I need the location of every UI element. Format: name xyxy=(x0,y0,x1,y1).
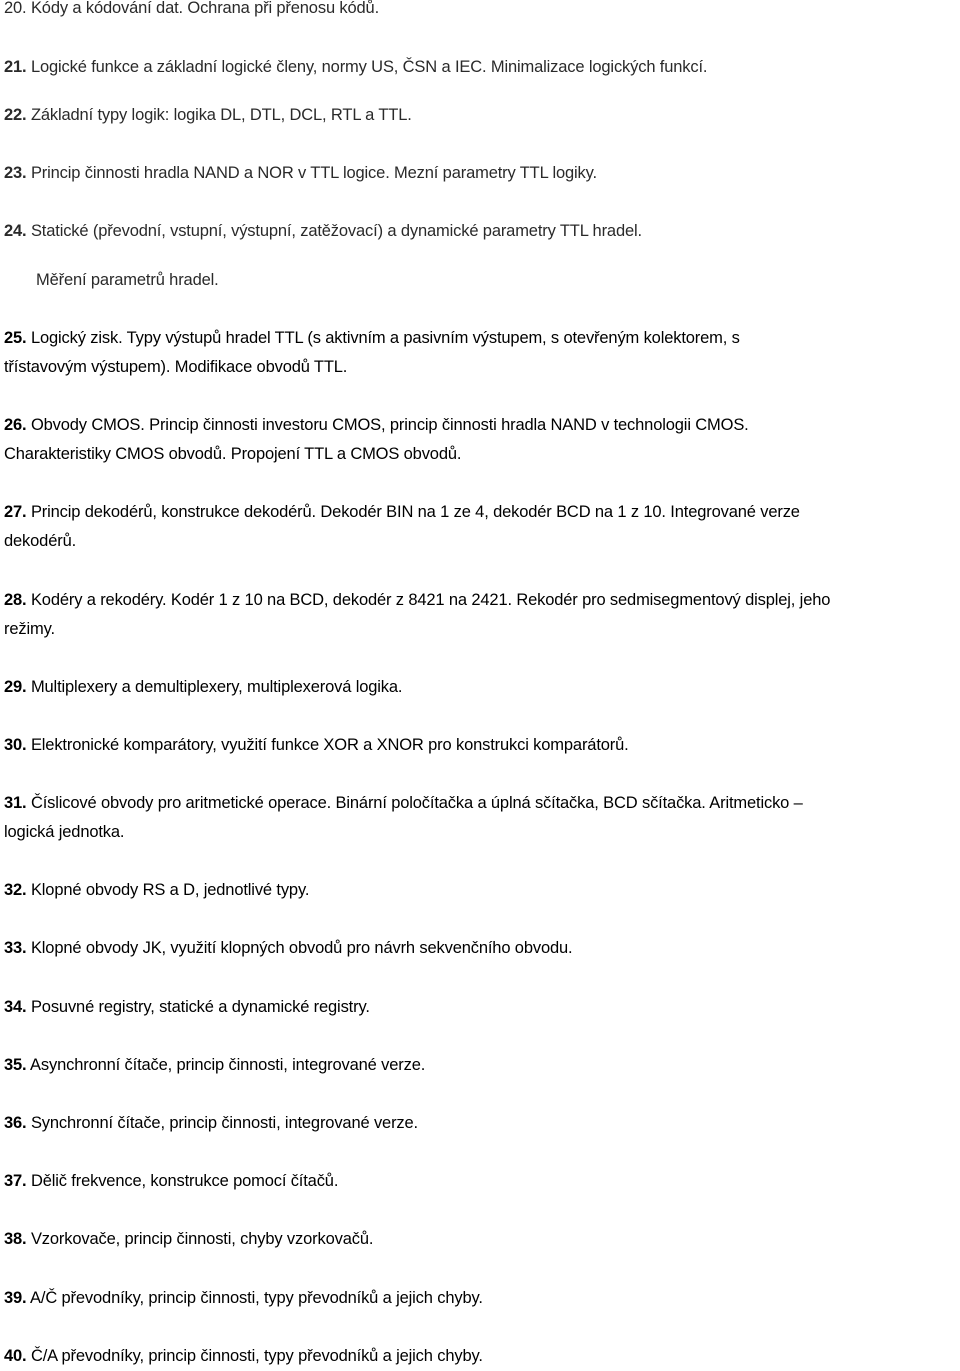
item-text-continuation: režimy. xyxy=(4,620,55,638)
item-number: 31. xyxy=(4,794,27,812)
item-text: Vzorkovače, princip činnosti, chyby vzorkovačů. xyxy=(30,1230,374,1248)
item-number: 34. xyxy=(4,998,27,1016)
item-text: Synchronní čítače, princip činnosti, integrované verze. xyxy=(30,1114,418,1132)
list-item-22 xyxy=(4,101,958,130)
list-item-35 xyxy=(4,1051,958,1080)
list-item-31 xyxy=(4,789,958,847)
list-item-26 xyxy=(4,411,958,469)
item-number: 33. xyxy=(4,939,27,957)
list-item-33 xyxy=(4,934,958,963)
list-item-32 xyxy=(4,876,958,905)
list-item-39 xyxy=(4,1284,958,1313)
item-text: Logické funkce a základní logické členy, normy US, ČSN a IEC. Minimalizace logických funkcí. xyxy=(30,58,708,76)
list-item-40 xyxy=(4,1342,958,1371)
item-text: Princip činnosti hradla NAND a NOR v TTL logice. Mezní parametry TTL logiky. xyxy=(30,164,597,182)
item-number: 29. xyxy=(4,678,27,696)
list-item-20 xyxy=(4,0,958,23)
item-text: Kódy a kódování dat. Ochrana při přenosu kódů. xyxy=(30,0,380,17)
list-item-36 xyxy=(4,1109,958,1138)
item-number: 27. xyxy=(4,503,27,521)
item-text: Č/A převodníky, princip činnosti, typy převodníků a jejich chyby. xyxy=(30,1347,483,1365)
list-item-28 xyxy=(4,586,958,644)
item-text: A/Č převodníky, princip činnosti, typy převodníků a jejich chyby. xyxy=(30,1289,483,1307)
item-text-continuation: třístavovým výstupem). Modifikace obvodů TTL. xyxy=(4,358,348,376)
item-number: 26. xyxy=(4,416,27,434)
list-item-24 xyxy=(4,217,958,295)
item-text: Číslicové obvody pro aritmetické operace. Binární poločítačka a úplná sčítačka, BCD sčítačka. Aritmeticko – xyxy=(30,794,803,812)
item-text: Multiplexery a demultiplexery, multiplexerová logika. xyxy=(30,678,403,696)
item-number: 39. xyxy=(4,1289,27,1307)
item-text: Logický zisk. Typy výstupů hradel TTL (s aktivním a pasivním výstupem, s otevřeným kolektorem, s xyxy=(30,329,740,347)
list-item-38 xyxy=(4,1225,958,1254)
item-text: Asynchronní čítače, princip činnosti, integrované verze. xyxy=(30,1056,426,1074)
item-text: Elektronické komparátory, využití funkce XOR a XNOR pro konstrukci komparátorů. xyxy=(30,736,629,754)
item-text: Statické (převodní, vstupní, výstupní, zatěžovací) a dynamické parametry TTL hradel. xyxy=(30,222,642,240)
item-text: Klopné obvody JK, využití klopných obvodů pro návrh sekvenčního obvodu. xyxy=(30,939,573,957)
item-number: 36. xyxy=(4,1114,27,1132)
list-item-27 xyxy=(4,498,958,556)
item-text-continuation: Měření parametrů hradel. xyxy=(36,271,219,289)
list-item-30 xyxy=(4,731,958,760)
item-number: 24. xyxy=(4,222,27,240)
item-text: Dělič frekvence, konstrukce pomocí čítačů. xyxy=(30,1172,339,1190)
list-item-34 xyxy=(4,993,958,1022)
item-number: 21. xyxy=(4,58,27,76)
item-text: Princip dekodérů, konstrukce dekodérů. Dekodér BIN na 1 ze 4, dekodér BCD na 1 z 10. Integrované verze xyxy=(30,503,800,521)
item-number: 38. xyxy=(4,1230,27,1248)
item-number: 28. xyxy=(4,591,27,609)
item-text: Kodéry a rekodéry. Kodér 1 z 10 na BCD, dekodér z 8421 na 2421. Rekodér pro sedmisegmentový displej, jeho xyxy=(30,591,831,609)
list-item-25 xyxy=(4,324,958,382)
list-item-21 xyxy=(4,53,958,82)
item-number: 30. xyxy=(4,736,27,754)
item-number: 35. xyxy=(4,1056,27,1074)
item-number: 32. xyxy=(4,881,27,899)
item-number: 37. xyxy=(4,1172,27,1190)
item-number: 22. xyxy=(4,106,27,124)
item-text: Základní typy logik: logika DL, DTL, DCL, RTL a TTL. xyxy=(30,106,412,124)
list-item-23 xyxy=(4,159,958,188)
list-item-29 xyxy=(4,673,958,702)
item-number: 25. xyxy=(4,329,27,347)
item-text: Posuvné registry, statické a dynamické registry. xyxy=(30,998,370,1016)
list-item-37 xyxy=(4,1167,958,1196)
item-text-continuation: logická jednotka. xyxy=(4,823,125,841)
item-number: 23. xyxy=(4,164,27,182)
item-text: Klopné obvody RS a D, jednotlivé typy. xyxy=(30,881,310,899)
item-number: 40. xyxy=(4,1347,27,1365)
item-text-continuation: dekodérů. xyxy=(4,532,77,550)
item-text-continuation: Charakteristiky CMOS obvodů. Propojení TTL a CMOS obvodů. xyxy=(4,445,462,463)
item-number: 20. xyxy=(4,0,27,17)
item-text: Obvody CMOS. Princip činnosti investoru CMOS, princip činnosti hradla NAND v technologii CMOS. xyxy=(30,416,749,434)
